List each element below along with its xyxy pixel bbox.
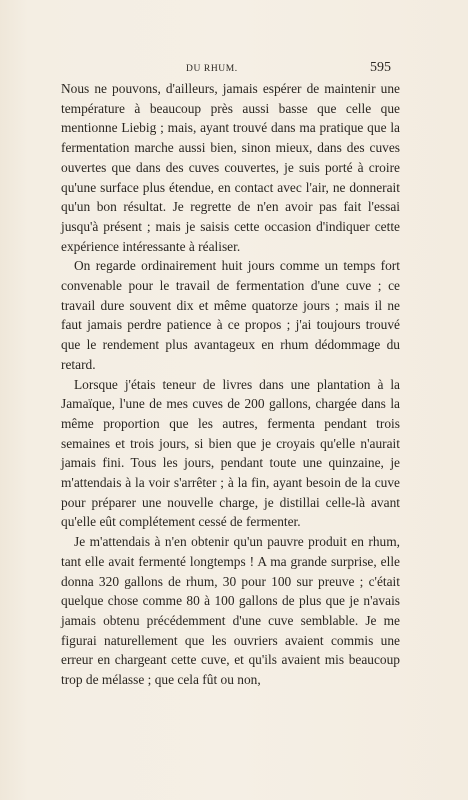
paragraph: Nous ne pouvons, d'ailleurs, jamais espérer de maintenir une température à beaucoup près aussi basse que celle que mentionne Liebig ; mais, ayant trouvé dans ma pratique que la fermentation marche aussi bien, sinon mieux, dans des cuves ouvertes que dans des cuves couvertes, je suis porté à croire qu'une surface plus étendue, en contact avec l'air, ne donnerait qu'un bon résultat. Je regrette de n'en avoir pas fait l'essai jusqu'à présent ; mais je saisis cette occasion d'indiquer cette expérience intéressante à réaliser. <box>61 81 400 254</box>
paragraph: Lorsque j'étais teneur de livres dans une plantation à la Jamaïque, l'une de mes cuves de 200 gallons, chargée dans la même proportion que les autres, fermenta pendant trois semaines et trois jours, si bien que je croyais qu'elle n'aurait jamais fini. Tous les jours, pendant toute une quinzaine, je m'attendais à la voir s'arrêter ; à la fin, ayant besoin de la cuve pour préparer une nouvelle charge, je distillai celle-là avant qu'elle eût complétement cessé de fermenter. <box>61 376 400 530</box>
paragraph: Je m'attendais à n'en obtenir qu'un pauvre produit en rhum, tant elle avait fermenté longtemps ! A ma grande surprise, elle donna 320 gallons de rhum, 30 pour 100 sur preuve ; c'était quelque chose comme 80 à 100 gallons de plus que je n'avais jamais obtenu précédemment d'une cuve semblable. Je me figurai naturellement que les ouvriers avaient commis une erreur en chargeant cette cuve, et qu'ils avaient mis beaucoup trop de mélasse ; que cela fût ou non, <box>61 534 400 688</box>
running-head: DU RHUM. <box>186 64 238 74</box>
paragraph: On regarde ordinairement huit jours comme un temps fort convenable pour le travail de fermentation d'une cuve ; ce travail dure souvent dix et même quatorze jours ; mais il ne faut jamais perdre patience à ce propos ; j'ai toujours trouvé que le rendement plus avantageux en rhum dédommage du retard. <box>61 258 400 372</box>
body-text <box>61 79 400 690</box>
page-header <box>0 60 468 80</box>
page-number: 595 <box>370 60 391 75</box>
